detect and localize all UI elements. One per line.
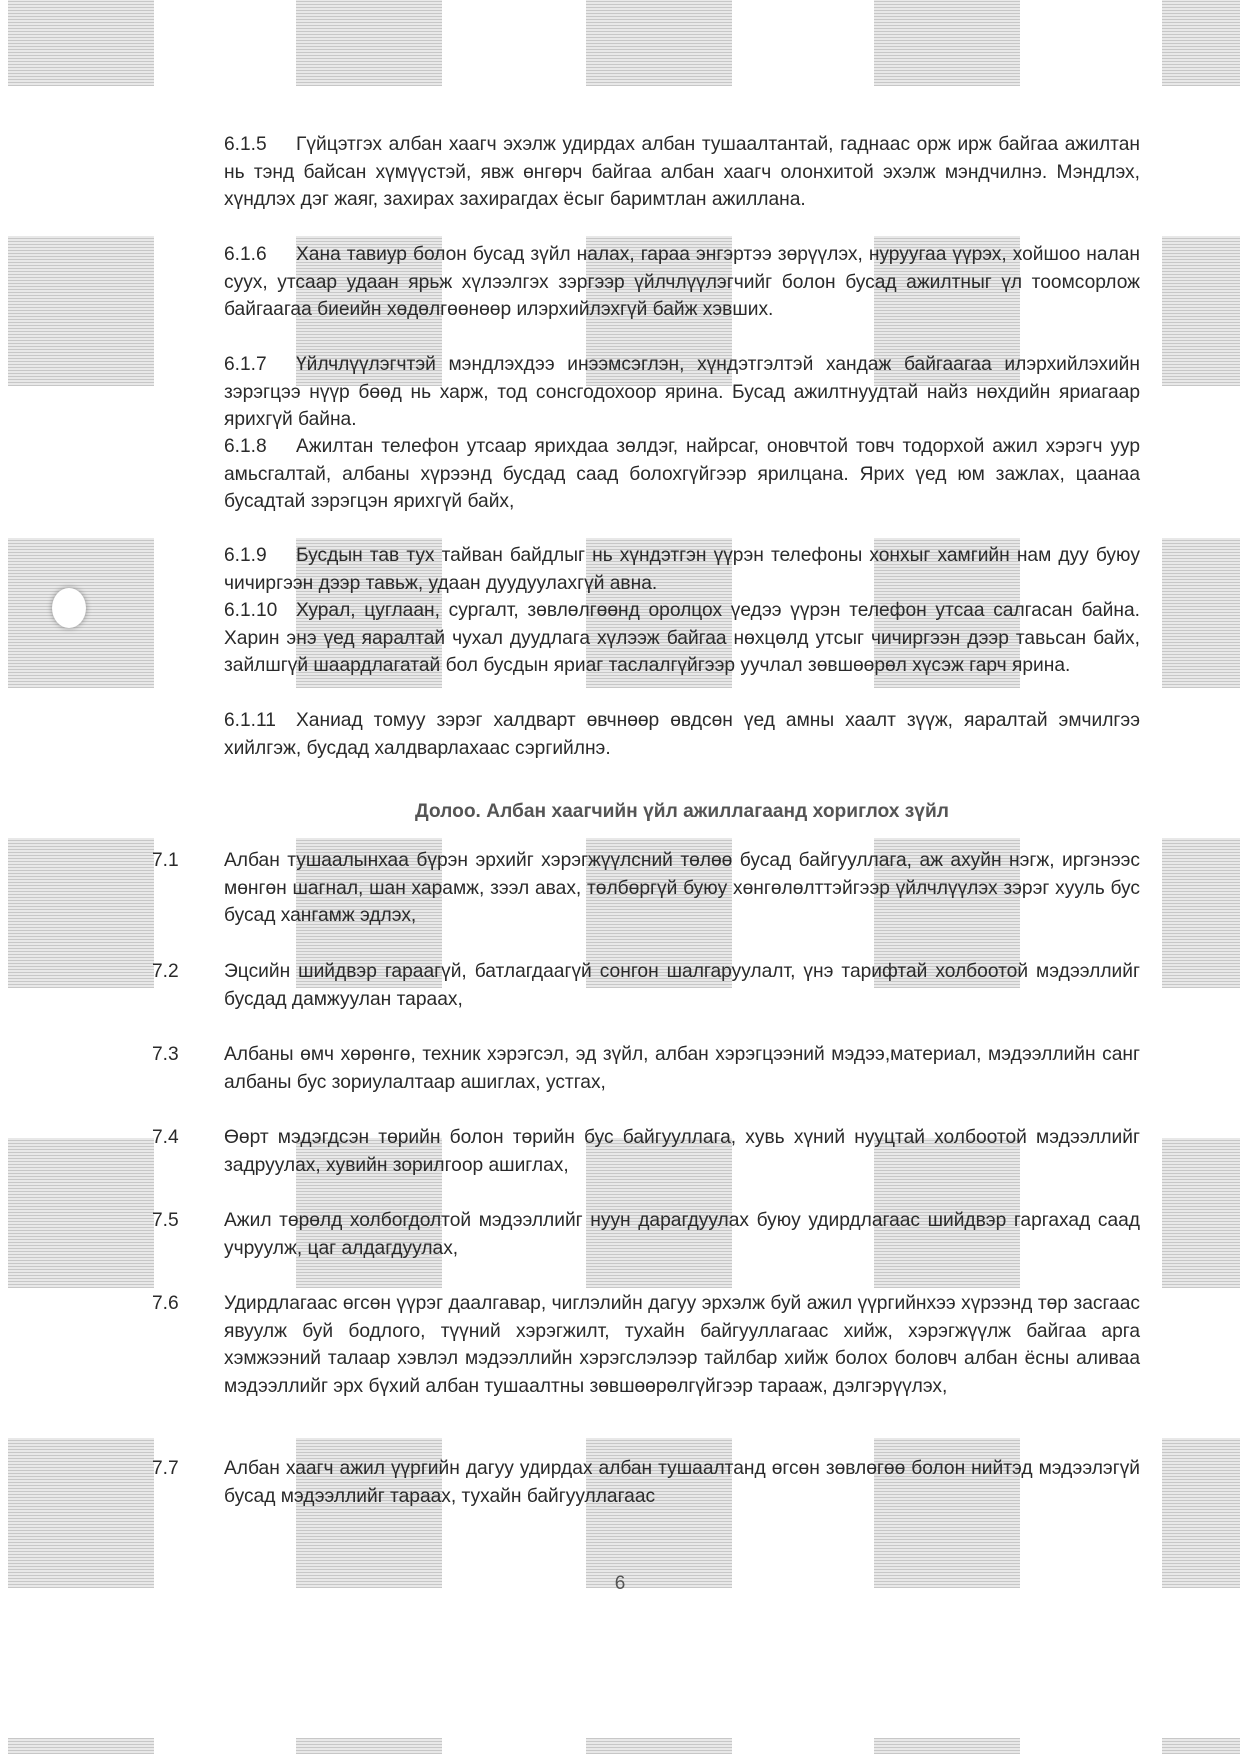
item-number: 7.1 bbox=[152, 850, 179, 871]
paragraph-6-1-7 bbox=[224, 351, 1140, 434]
item-text: Эцсийн шийдвэр гараагүй, батлагдаагүй сонгон шалгаруулалт, үнэ тарифтай холбоотой мэдээллийг бусдад дамжуулан тараах, bbox=[224, 961, 1140, 1010]
item-text: Албан тушаалынхаа бүрэн эрхийг хэрэгжүүлсний төлөө бусад байгууллага, аж ахуйн нэгж, иргэнээс мөнгөн шагнал, шан харамж, зээл авах, төлбөргүй буюу хөнгөлөлттэйгээр үйлчлүүлэх зэрэг хууль бус бусад хангамж эдлэх, bbox=[224, 850, 1140, 927]
item-text: Ажил төрөлд холбогдолтой мэдээллийг нуун дарагдуулах буюу удирдлагаас шийдвэр гаргахад саад учруулж, цаг алдагдуулах, bbox=[224, 1210, 1140, 1259]
item-text: Өөрт мэдэгдсэн төрийн болон төрийн бус байгууллага, хувь хүний нууцтай холбоотой мэдээллийг задруулах, хувийн зорилгоор ашиглах, bbox=[224, 1127, 1140, 1176]
item-number: 7.5 bbox=[152, 1210, 179, 1231]
paragraph-number: 6.1.6 bbox=[224, 244, 267, 265]
paragraph-number: 6.1.8 bbox=[224, 436, 267, 457]
section-title: Долоо. Албан хаагчийн үйл ажиллагаанд хориглох зүйл bbox=[415, 801, 949, 822]
item-number: 7.7 bbox=[152, 1458, 179, 1479]
paragraph-number: 6.1.10 bbox=[224, 600, 278, 621]
paragraph-text: Хурал, цуглаан, сургалт, зөвлөлгөөнд оролцох үедээ үүрэн телефон утсаа салгасан байна. Харин энэ үед яаралтай чухал дуудлага хүлээж байгаа нөхцөлд утсыг чичиргээн дээр тавьсан байх, зайлшгүй шаардлагатай бол бусдын яриаг таслалгүйгээр уучлал зөвшөөрөл хүсэж гарч ярина. bbox=[224, 600, 1140, 677]
paragraph-text: Үйлчлүүлэгчтэй мэндлэхдээ инээмсэглэн, хүндэтгэлтэй хандаж байгаагаа илэрхийлэхийн зэрэгцээ нүүр бөөд нь харж, тод сонсгодохоор ярина. Бусад ажилтнуудтай найз нөхдийн яриагаар ярихгүй байна. bbox=[224, 354, 1140, 431]
page-number: 6 bbox=[614, 1573, 626, 1594]
paragraph-text: Бусдын тав тух тайван байдлыг нь хүндэтгэн үүрэн телефоны хонхыг хамгийн нам дуу буюу чичиргээн дээр тавьж, удаан дуудуулахгүй авна. bbox=[224, 545, 1140, 594]
item-number: 7.3 bbox=[152, 1044, 179, 1065]
paragraph-text: Гүйцэтгэх албан хаагч эхэлж удирдах албан тушаалтантай, гаднаас орж ирж байгаа ажилтан нь тэнд байсан хүмүүстэй, явж өнгөрч байгаа албан хаагч олонхитой эхэлж мэндчилнэ. Мэндлэх, хүндлэх дэг жаяг, захирах захирагдах ёсыг баримтлан ажиллана. bbox=[224, 134, 1140, 211]
paragraph-number: 6.1.9 bbox=[224, 545, 267, 566]
paragraph-6-1-8 bbox=[224, 433, 1140, 516]
paragraph-6-1-10 bbox=[224, 597, 1140, 680]
paragraph-number: 6.1.11 bbox=[224, 710, 276, 731]
paragraph-text: Ажилтан телефон утсаар ярихдаа зөлдэг, найрсаг, оновчтой товч тодорхой ажил хэрэгч уур амьсгалтай, албаны хүрээнд бусдад саад болохгүйгээр ярилцана. Ярих үед юм зажлах, цаанаа бусадтай зэрэгцэн ярихгүй байх, bbox=[224, 436, 1140, 513]
item-text: Удирдлагаас өгсөн үүрэг даалгавар, чиглэлийн дагуу эрхэлж буй ажил үүргийнхээ хүрээнд төр засгаас явуулж буй бодлого, түүний хэрэгжилт, тухайн байгууллагаас хийж, хэрэгжүүлж байгаа арга хэмжээний талаар хэвлэл мэдээллийн хэрэгслэлээр тайлбар хийж болох боловч албан ёсны аливаа мэдээллийг эрх бүхий албан тушаалтны зөвшөөрөлгүйгээр тарааж, дэлгэрүүлэх, bbox=[224, 1293, 1140, 1397]
paragraph-text: Ханиад томуу зэрэг халдварт өвчнөөр өвдсөн үед амны хаалт зүүж, яаралтай эмчилгээ хийлгэж, бусдад халдварлахаас сэргийлнэ. bbox=[224, 710, 1140, 759]
paragraph-6-1-5 bbox=[224, 131, 1140, 214]
paragraph-6-1-11 bbox=[224, 707, 1140, 762]
paragraph-number: 6.1.5 bbox=[224, 134, 267, 155]
item-number: 7.2 bbox=[152, 961, 179, 982]
paragraph-text: Хана тавиур болон бусад зүйл налах, гараа энгэртээ зөрүүлэх, нуруугаа үүрэх, хойшоо налан суух, утсаар удаан ярьж хүлээлгэх зэргээр үйлчлүүлэгчийг болон бусад ажилтныг үл тоомсорлож байгаагаа биеийн хөдөлгөөнөөр илэрхийлэхгүй байж хэвших. bbox=[224, 244, 1140, 321]
paragraph-6-1-9 bbox=[224, 542, 1140, 597]
paragraph-number: 6.1.7 bbox=[224, 354, 267, 375]
paragraph-6-1-6 bbox=[224, 241, 1140, 324]
item-number: 7.6 bbox=[152, 1293, 179, 1314]
item-text: Албан хаагч ажил үүргийн дагуу удирдах албан тушаалтанд өгсөн зөвлөгөө болон нийтэд мэдээлэгүй бусад мэдээллийг тараах, тухайн байгууллагаас bbox=[224, 1458, 1140, 1507]
item-text: Албаны өмч хөрөнгө, техник хэрэгсэл, эд зүйл, албан хэрэгцээний мэдээ,материал, мэдээллийн санг албаны бус зориулалтаар ашиглах, устгах, bbox=[224, 1044, 1140, 1093]
item-number: 7.4 bbox=[152, 1127, 179, 1148]
